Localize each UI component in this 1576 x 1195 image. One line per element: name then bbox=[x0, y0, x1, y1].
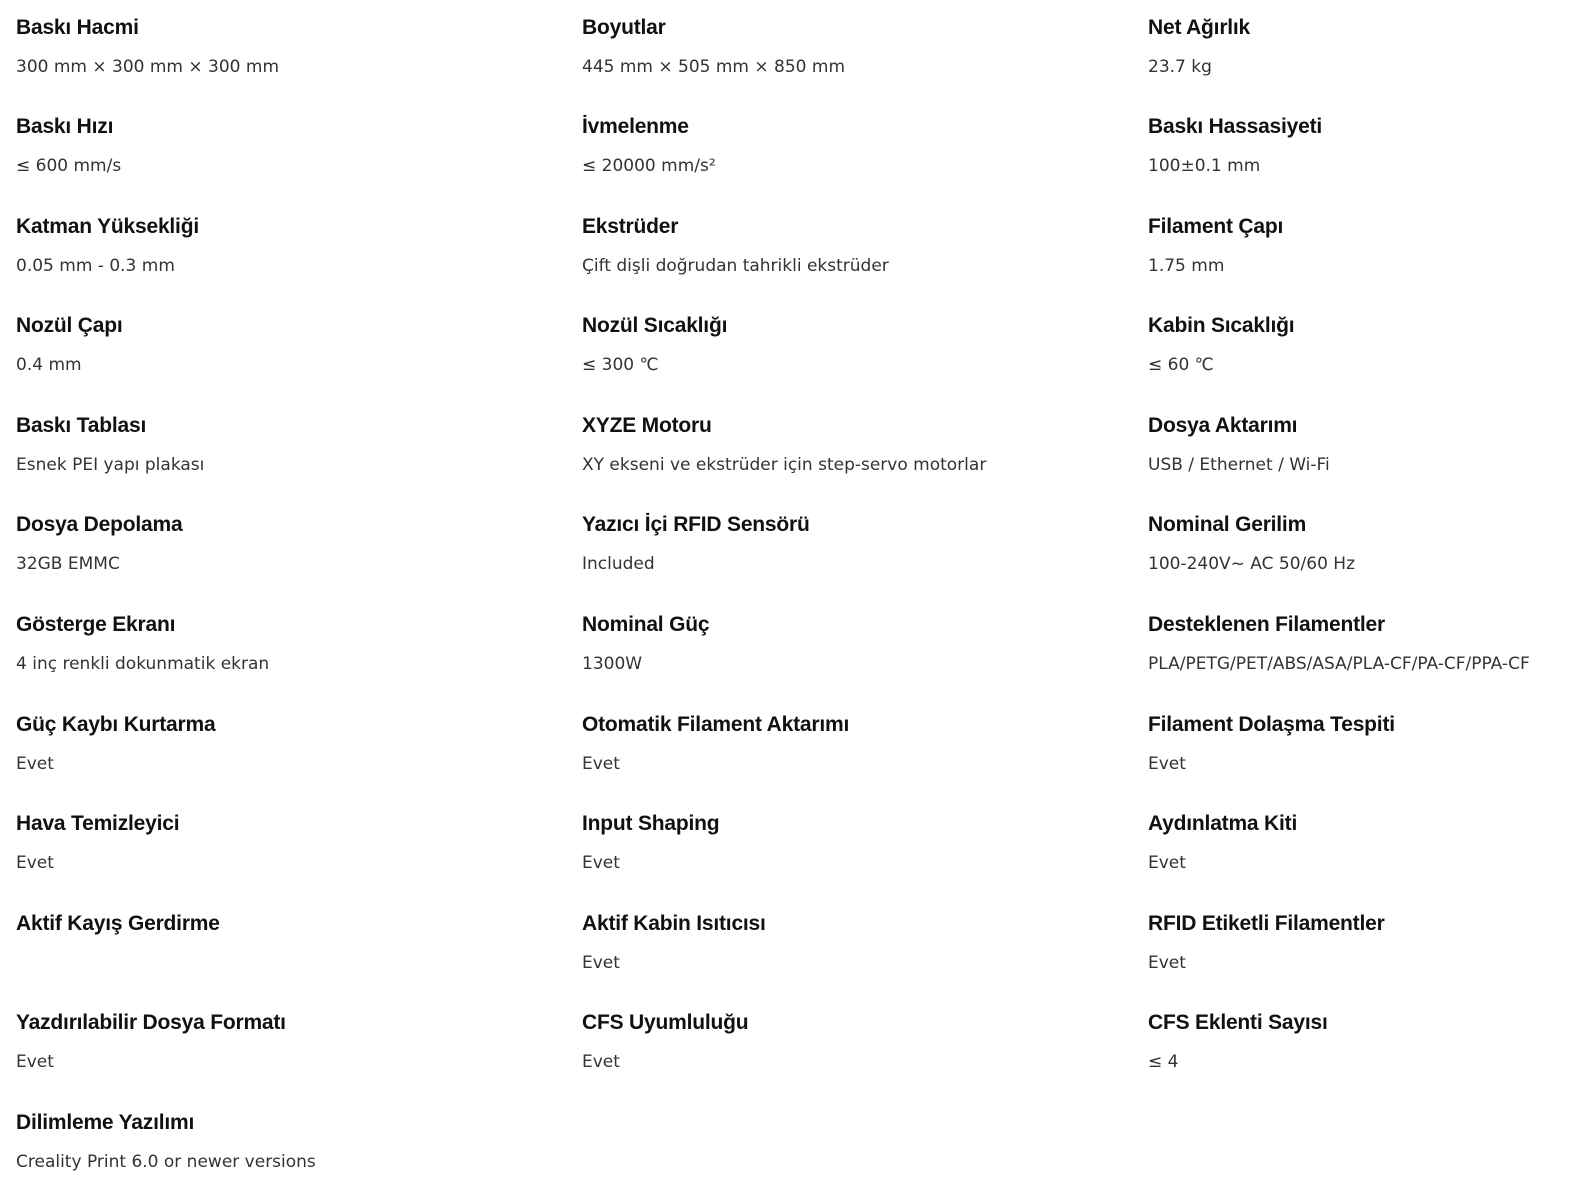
spec-item bbox=[1148, 601, 1576, 697]
spec-label: Baskı Hacmi bbox=[16, 16, 139, 39]
spec-label: Nozül Çapı bbox=[16, 314, 123, 337]
spec-label: Dilimleme Yazılımı bbox=[16, 1111, 195, 1134]
spec-value: ≤ 300 ℃ bbox=[582, 355, 659, 375]
spec-value: 32GB EMMC bbox=[16, 554, 120, 574]
spec-label: Filament Çapı bbox=[1148, 215, 1284, 238]
spec-item bbox=[582, 900, 1142, 996]
spec-value: Included bbox=[582, 554, 655, 574]
spec-label: Nozül Sıcaklığı bbox=[582, 314, 728, 337]
spec-item bbox=[16, 701, 576, 797]
spec-label: Aktif Kabin Isıtıcısı bbox=[582, 912, 766, 935]
spec-value: Evet bbox=[582, 953, 620, 973]
spec-label: Baskı Hassasiyeti bbox=[1148, 115, 1323, 138]
spec-label: Filament Dolaşma Tespiti bbox=[1148, 713, 1395, 736]
spec-value: Evet bbox=[16, 1052, 54, 1072]
spec-label: CFS Eklenti Sayısı bbox=[1148, 1011, 1328, 1034]
spec-item bbox=[582, 601, 1142, 697]
spec-label: Dosya Depolama bbox=[16, 513, 183, 536]
spec-item bbox=[16, 999, 576, 1095]
spec-item bbox=[582, 501, 1142, 597]
spec-label: Kabin Sıcaklığı bbox=[1148, 314, 1295, 337]
spec-value: Evet bbox=[16, 754, 54, 774]
spec-value: Evet bbox=[1148, 754, 1186, 774]
spec-value: XY ekseni ve ekstrüder için step-servo motorlar bbox=[582, 455, 987, 475]
spec-item bbox=[582, 701, 1142, 797]
spec-value: 100±0.1 mm bbox=[1148, 156, 1261, 176]
spec-value: 23.7 kg bbox=[1148, 57, 1212, 77]
spec-item bbox=[16, 1099, 576, 1195]
spec-label: Ekstrüder bbox=[582, 215, 679, 238]
spec-item bbox=[1148, 701, 1576, 797]
spec-label: Dosya Aktarımı bbox=[1148, 414, 1298, 437]
spec-item bbox=[16, 4, 576, 100]
spec-label: Baskı Tablası bbox=[16, 414, 147, 437]
spec-value: Evet bbox=[1148, 853, 1186, 873]
spec-value: 0.4 mm bbox=[16, 355, 82, 375]
spec-value: Evet bbox=[582, 754, 620, 774]
spec-value: ≤ 60 ℃ bbox=[1148, 355, 1214, 375]
spec-item bbox=[1148, 900, 1576, 996]
spec-label: RFID Etiketli Filamentler bbox=[1148, 912, 1385, 935]
spec-label: Yazıcı İçi RFID Sensörü bbox=[582, 513, 810, 536]
spec-item bbox=[1148, 501, 1576, 597]
spec-label: Otomatik Filament Aktarımı bbox=[582, 713, 850, 736]
spec-item bbox=[1148, 4, 1576, 100]
spec-label: Input Shaping bbox=[582, 812, 720, 835]
spec-value: Evet bbox=[16, 853, 54, 873]
spec-value: Evet bbox=[582, 853, 620, 873]
spec-value: 4 inç renkli dokunmatik ekran bbox=[16, 654, 270, 674]
spec-value: ≤ 600 mm/s bbox=[16, 156, 122, 176]
spec-item bbox=[582, 4, 1142, 100]
spec-value: Evet bbox=[582, 1052, 620, 1072]
spec-label: Nominal Gerilim bbox=[1148, 513, 1307, 536]
spec-item bbox=[16, 601, 576, 697]
spec-value: PLA/PETG/PET/ABS/ASA/PLA-CF/PA-CF/PPA-CF bbox=[1148, 654, 1530, 674]
spec-value: Esnek PEI yapı plakası bbox=[16, 455, 205, 475]
spec-label: Gösterge Ekranı bbox=[16, 613, 176, 636]
spec-value: 300 mm × 300 mm × 300 mm bbox=[16, 57, 280, 77]
spec-item bbox=[1148, 999, 1576, 1095]
spec-label: Aydınlatma Kiti bbox=[1148, 812, 1298, 835]
spec-item bbox=[16, 402, 576, 498]
spec-item bbox=[1148, 402, 1576, 498]
spec-item bbox=[16, 800, 576, 896]
spec-value: ≤ 4 bbox=[1148, 1052, 1179, 1072]
spec-item bbox=[16, 501, 576, 597]
spec-value: Creality Print 6.0 or newer versions bbox=[16, 1152, 316, 1172]
spec-label: Boyutlar bbox=[582, 16, 666, 39]
spec-value: 0.05 mm - 0.3 mm bbox=[16, 256, 175, 276]
spec-value: Çift dişli doğrudan tahrikli ekstrüder bbox=[582, 256, 889, 276]
spec-item bbox=[582, 999, 1142, 1095]
spec-label: Yazdırılabilir Dosya Formatı bbox=[16, 1011, 286, 1034]
spec-label: CFS Uyumluluğu bbox=[582, 1011, 749, 1034]
spec-item bbox=[582, 203, 1142, 299]
spec-label: Net Ağırlık bbox=[1148, 16, 1251, 39]
spec-item bbox=[582, 402, 1142, 498]
spec-value: 1300W bbox=[582, 654, 643, 674]
spec-item bbox=[582, 103, 1142, 199]
spec-item bbox=[1148, 203, 1576, 299]
spec-label: Hava Temizleyici bbox=[16, 812, 180, 835]
spec-value: ≤ 20000 mm/s² bbox=[582, 156, 716, 176]
spec-value: Evet bbox=[1148, 953, 1186, 973]
spec-item bbox=[16, 900, 576, 996]
spec-item bbox=[16, 302, 576, 398]
spec-label: Baskı Hızı bbox=[16, 115, 114, 138]
spec-label: Katman Yüksekliği bbox=[16, 215, 199, 238]
spec-value: 1.75 mm bbox=[1148, 256, 1225, 276]
spec-item bbox=[1148, 302, 1576, 398]
spec-label: İvmelenme bbox=[582, 115, 689, 138]
spec-item bbox=[582, 302, 1142, 398]
spec-value: 445 mm × 505 mm × 850 mm bbox=[582, 57, 846, 77]
spec-item bbox=[1148, 800, 1576, 896]
spec-value: USB / Ethernet / Wi-Fi bbox=[1148, 455, 1330, 475]
spec-value: 100-240V~ AC 50/60 Hz bbox=[1148, 554, 1356, 574]
spec-label: Desteklenen Filamentler bbox=[1148, 613, 1385, 636]
spec-label: Nominal Güç bbox=[582, 613, 710, 636]
spec-label: XYZE Motoru bbox=[582, 414, 712, 437]
spec-label: Güç Kaybı Kurtarma bbox=[16, 713, 216, 736]
spec-item bbox=[16, 203, 576, 299]
spec-label: Aktif Kayış Gerdirme bbox=[16, 912, 220, 935]
spec-item bbox=[16, 103, 576, 199]
spec-item bbox=[582, 800, 1142, 896]
spec-item bbox=[1148, 103, 1576, 199]
